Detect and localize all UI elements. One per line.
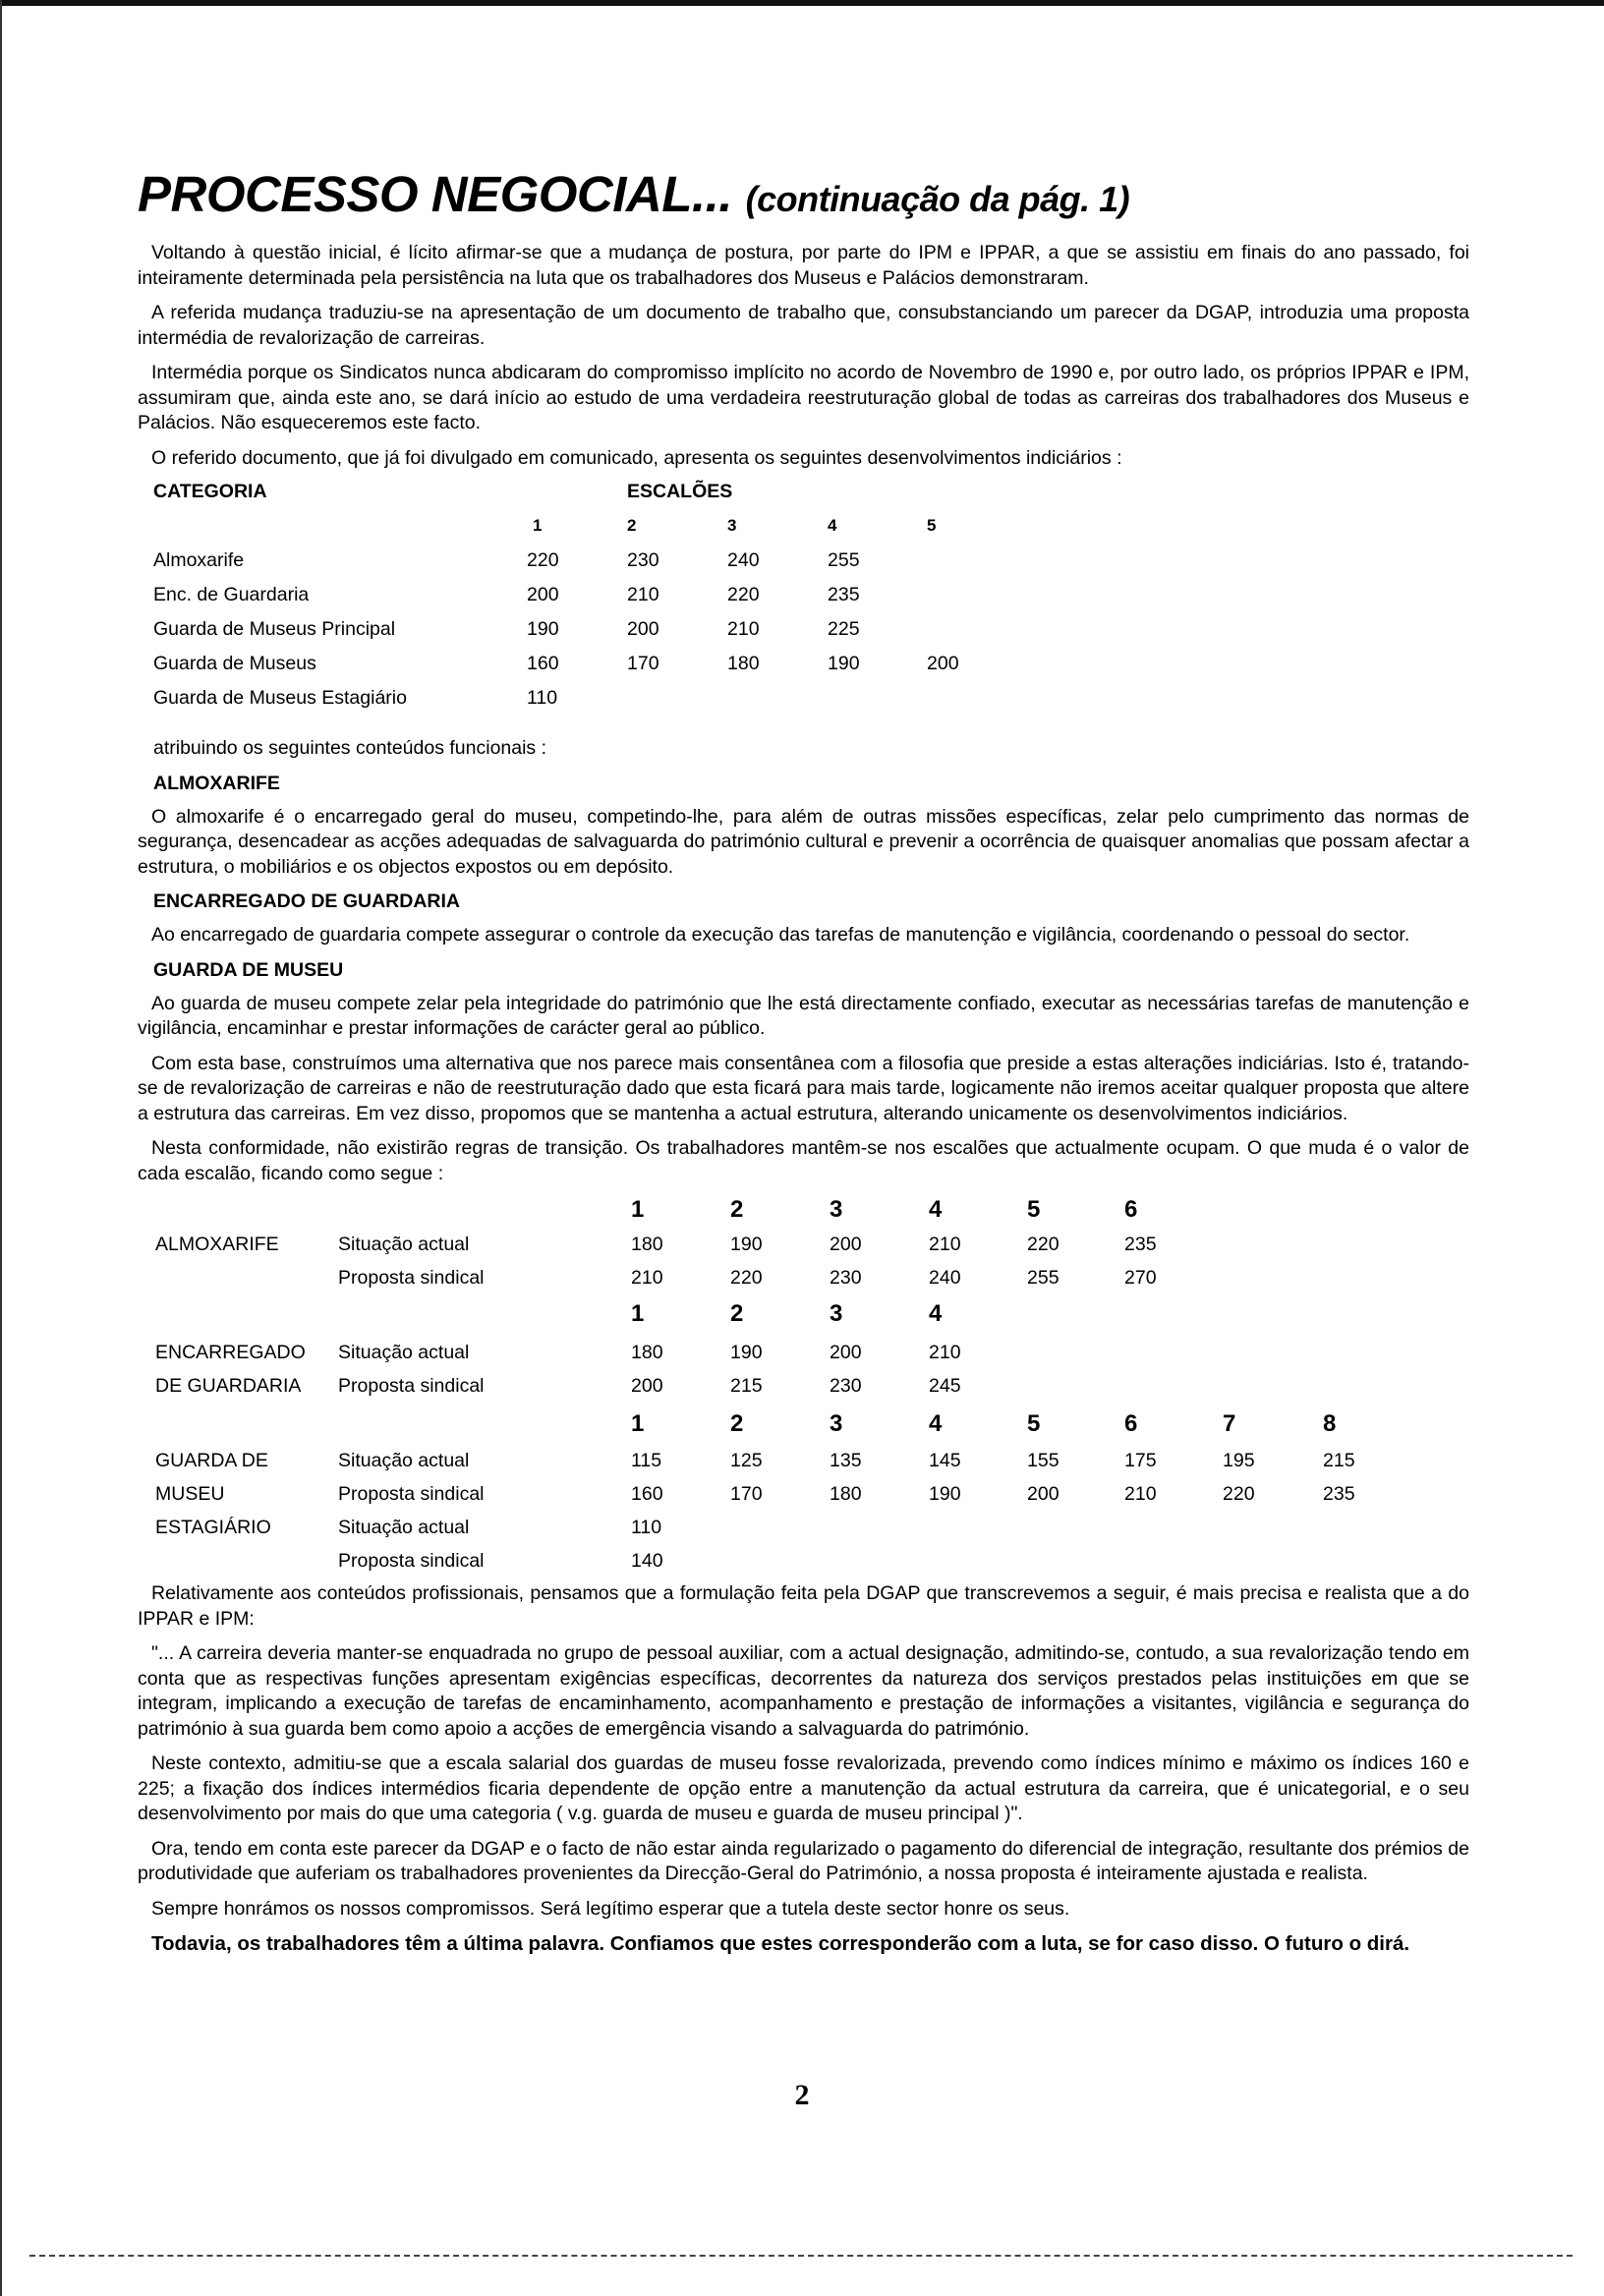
step-index: 1 (631, 1196, 645, 1223)
footer-rule (29, 2255, 1573, 2257)
table-cell: 170 (627, 653, 659, 674)
paragraph: O referido documento, que já foi divulgado em comunicado, apresenta os seguintes desenvolvimentos indiciários : (151, 446, 1122, 469)
table-cell: 210 (929, 1342, 961, 1363)
career-label: ESTAGIÁRIO (155, 1517, 271, 1538)
section-text: Ao guarda de museu compete zelar pela integridade do património que lhe está directamente confiado, executar as necessárias tarefas de manutenção e vigilância, encaminhar e prestar informações de carácter geral ao público. (138, 992, 1469, 1039)
paragraph: A referida mudança traduziu-se na apresentação de um documento de trabalho que, consubstanciando um parecer da DGAP, introduzia uma proposta intermédia de revalorização de carreiras. (138, 302, 1469, 349)
row-label: Situação actual (338, 1450, 470, 1471)
row-label: Situação actual (338, 1234, 470, 1255)
step-index: 3 (830, 1196, 843, 1223)
table-cell: 240 (929, 1267, 961, 1289)
table-cell: 200 (1027, 1483, 1060, 1505)
step-index: 6 (1124, 1196, 1138, 1223)
section-heading: GUARDA DE MUSEU (153, 958, 344, 981)
row-label: Situação actual (338, 1517, 470, 1538)
table-cell: 215 (730, 1375, 763, 1397)
table-cell: 190 (527, 618, 559, 640)
row-label: Proposta sindical (338, 1483, 485, 1505)
table-cell: 145 (929, 1450, 961, 1471)
row-label: Enc. de Guardaria (153, 584, 310, 605)
row-label: Guarda de Museus Estagiário (153, 687, 407, 709)
table-cell: 180 (830, 1483, 862, 1505)
paragraph: Nesta conformidade, não existirão regras de transição. Os trabalhadores mantêm-se nos escalões que actualmente ocupam. O que muda é o valor de cada escalão, ficando como segue : (138, 1137, 1469, 1184)
section-heading: ENCARREGADO DE GUARDARIA (153, 890, 461, 912)
table-cell: 235 (1124, 1234, 1157, 1255)
page-title (138, 165, 1469, 229)
step-number: 3 (727, 516, 737, 535)
table-cell: 230 (627, 549, 659, 571)
row-label: Proposta sindical (338, 1267, 485, 1289)
table-cell: 110 (527, 687, 558, 709)
section-text: Ao encarregado de guardaria compete assegurar o controle da execução das tarefas de manutenção e vigilância, coordenando o pessoal do sector. (151, 924, 1410, 946)
table-cell: 270 (1124, 1267, 1157, 1289)
table-cell: 170 (730, 1483, 763, 1505)
table-cell: 160 (527, 653, 559, 674)
paragraph: Com esta base, construímos uma alternativa que nos parece mais consentânea com a filosofia que preside a estas alterações indiciárias. Isto é, tratando-se de revalorização de carreiras e não de reestruturação dado que esta ficará para mais tarde, logicamente não iremos aceitar qualquer proposta que altere a estrutura das carreiras. Em vez disso, propomos que se mantenha a actual estrutura, alterando unicamente os desenvolvimentos indiciários. (138, 1052, 1469, 1124)
table-cell: 230 (830, 1375, 862, 1397)
step-number: 4 (828, 516, 837, 535)
step-index: 3 (830, 1300, 843, 1327)
title-suffix: (continuação da pág. 1) (745, 179, 1130, 219)
table-cell: 210 (631, 1267, 663, 1289)
table-cell: 200 (830, 1234, 862, 1255)
section-heading: ALMOXARIFE (153, 772, 280, 794)
row-label: Proposta sindical (338, 1375, 485, 1397)
step-index: 2 (730, 1410, 744, 1437)
table-cell: 190 (730, 1234, 763, 1255)
section-text: O almoxarife é o encarregado geral do museu, competindo-lhe, para além de outras missões específicas, zelar pelo cumprimento das normas de segurança, desencadear as acções adequadas de salvaguarda do património cultural e prevenir a ocorrência de quaisquer anomalias que possam afectar a estrutura, o mobiliários e os objectos expostos ou em depósito. (138, 805, 1469, 878)
table-cell: 140 (631, 1550, 663, 1572)
step-index: 2 (730, 1300, 744, 1327)
table-cell: 220 (730, 1267, 763, 1289)
table-cell: 200 (627, 618, 659, 640)
table-cell: 220 (1223, 1483, 1255, 1505)
functional-intro: atribuindo os seguintes conteúdos funcionais : (153, 737, 547, 759)
table-cell: 255 (1027, 1267, 1060, 1289)
table-cell: 190 (828, 653, 860, 674)
step-index: 8 (1323, 1410, 1337, 1437)
step-index: 4 (929, 1300, 943, 1327)
table-cell: 235 (1323, 1483, 1355, 1505)
paragraph: Relativamente aos conteúdos profissionais, pensamos que a formulação feita pela DGAP que transcrevemos a seguir, é mais precisa e realista que a do IPPAR e IPM: (138, 1582, 1469, 1630)
table-cell: 220 (727, 584, 760, 605)
page-number: 2 (794, 2079, 810, 2111)
career-label: MUSEU (155, 1483, 225, 1505)
quote-paragraph: Neste contexto, admitiu-se que a escala salarial dos guardas de museu fosse revalorizada, prevendo como índices mínimo e máximo os índices 160 e 225; a fixação dos índices intermédios ficaria dependente de opção entre a manutenção da actual estrutura da carreira, que é unicategorial, e o seu desenvolvimento por mais do que uma categoria ( v.g. guarda de museu e guarda de museu principal )". (138, 1752, 1469, 1824)
document-body (138, 165, 1469, 1967)
table-cell: 220 (527, 549, 559, 571)
table-cell: 220 (1027, 1234, 1060, 1255)
table-cell: 195 (1223, 1450, 1255, 1471)
step-index: 1 (631, 1410, 645, 1437)
step-index: 1 (631, 1300, 645, 1327)
step-index: 5 (1027, 1410, 1041, 1437)
table-cell: 210 (1124, 1483, 1157, 1505)
step-number: 1 (533, 516, 543, 535)
table-cell: 175 (1124, 1450, 1157, 1471)
table-cell: 180 (727, 653, 760, 674)
table-cell: 190 (929, 1483, 961, 1505)
paragraph: Intermédia porque os Sindicatos nunca abdicaram do compromisso implícito no acordo de Novembro de 1990 e, por outro lado, os próprios IPPAR e IPM, assumiram que, ainda este ano, se dará início ao estudo de uma verdadeira reestruturação global de todas as carreiras dos trabalhadores dos Museus e Palácios. Não esqueceremos este facto. (138, 362, 1469, 433)
table-cell: 210 (627, 584, 659, 605)
table-cell: 240 (727, 549, 760, 571)
table-cell: 225 (828, 618, 860, 640)
table-cell: 215 (1323, 1450, 1355, 1471)
left-border (0, 0, 2, 2296)
row-label: Guarda de Museus (153, 653, 316, 674)
step-index: 5 (1027, 1196, 1041, 1223)
quote-paragraph: "... A carreira deveria manter-se enquadrada no grupo de pessoal auxiliar, com a actual designação, admitindo-se, contudo, a sua revalorização tendo em conta que as respectivas funções apresentam exigências específicas, decorrentes da natureza dos serviços prestados pelas instituições em que se integram, implicando a execução de tarefas de encaminhamento, acompanhamento e prestação de informações a visitantes, vigilância e segurança do património à sua guarda bem como apoio a acções de emergência visando a salvaguarda do património. (138, 1642, 1469, 1740)
table-cell: 230 (830, 1267, 862, 1289)
paragraph: Sempre honrámos os nossos compromissos. Será legítimo esperar que a tutela deste sector honre os seus. (151, 1897, 1070, 1920)
top-border (0, 0, 1604, 6)
table-cell: 135 (830, 1450, 862, 1471)
row-label: Proposta sindical (338, 1550, 485, 1572)
career-label: ENCARREGADO (155, 1342, 306, 1363)
step-index: 4 (929, 1410, 943, 1437)
step-index: 7 (1223, 1410, 1236, 1437)
career-label: ALMOXARIFE (155, 1234, 279, 1255)
table-cell: 110 (631, 1517, 662, 1538)
title-main: PROCESSO NEGOCIAL... (138, 166, 732, 222)
table-cell: 200 (927, 653, 959, 674)
proposal-table (138, 1196, 1469, 1581)
table-cell: 180 (631, 1234, 663, 1255)
table-cell: 210 (929, 1234, 961, 1255)
table-cell: 190 (730, 1342, 763, 1363)
table-cell: 125 (730, 1450, 763, 1471)
steps-header: ESCALÕES (627, 481, 733, 502)
table-cell: 235 (828, 584, 860, 605)
table-cell: 255 (828, 549, 860, 571)
step-index: 4 (929, 1196, 943, 1223)
career-label: GUARDA DE (155, 1450, 268, 1471)
table-cell: 210 (727, 618, 760, 640)
table-cell: 245 (929, 1375, 961, 1397)
escaloes-table (138, 481, 1469, 722)
step-number: 5 (927, 516, 937, 535)
category-header: CATEGORIA (153, 481, 267, 502)
table-cell: 200 (631, 1375, 663, 1397)
table-cell: 160 (631, 1483, 663, 1505)
career-label: DE GUARDARIA (155, 1375, 302, 1397)
step-index: 3 (830, 1410, 843, 1437)
row-label: Guarda de Museus Principal (153, 618, 396, 640)
row-label: Situação actual (338, 1342, 470, 1363)
table-cell: 155 (1027, 1450, 1060, 1471)
paragraph: Ora, tendo em conta este parecer da DGAP e o facto de não estar ainda regularizado o pagamento do diferencial de integração, resultante dos prémios de produtividade que auferiam os trabalhadores provenientes da Direcção-Geral do Património, a nossa proposta é inteiramente ajustada e realista. (138, 1837, 1469, 1884)
table-cell: 200 (830, 1342, 862, 1363)
closing-statement: Todavia, os trabalhadores têm a última palavra. Confiamos que estes corresponderão com a luta, se for caso disso. O futuro o dirá. (151, 1932, 1410, 1955)
table-cell: 115 (631, 1450, 662, 1471)
step-index: 6 (1124, 1410, 1138, 1437)
table-cell: 180 (631, 1342, 663, 1363)
step-number: 2 (627, 516, 637, 535)
step-index: 2 (730, 1196, 744, 1223)
paragraph: Voltando à questão inicial, é lícito afirmar-se que a mudança de postura, por parte do IPM e IPPAR, a que se assistiu em finais do ano passado, foi inteiramente determinada pela persistência na luta que os trabalhadores dos Museus e Palácios demonstraram. (138, 242, 1469, 289)
table-cell: 200 (527, 584, 559, 605)
row-label: Almoxarife (153, 549, 245, 571)
